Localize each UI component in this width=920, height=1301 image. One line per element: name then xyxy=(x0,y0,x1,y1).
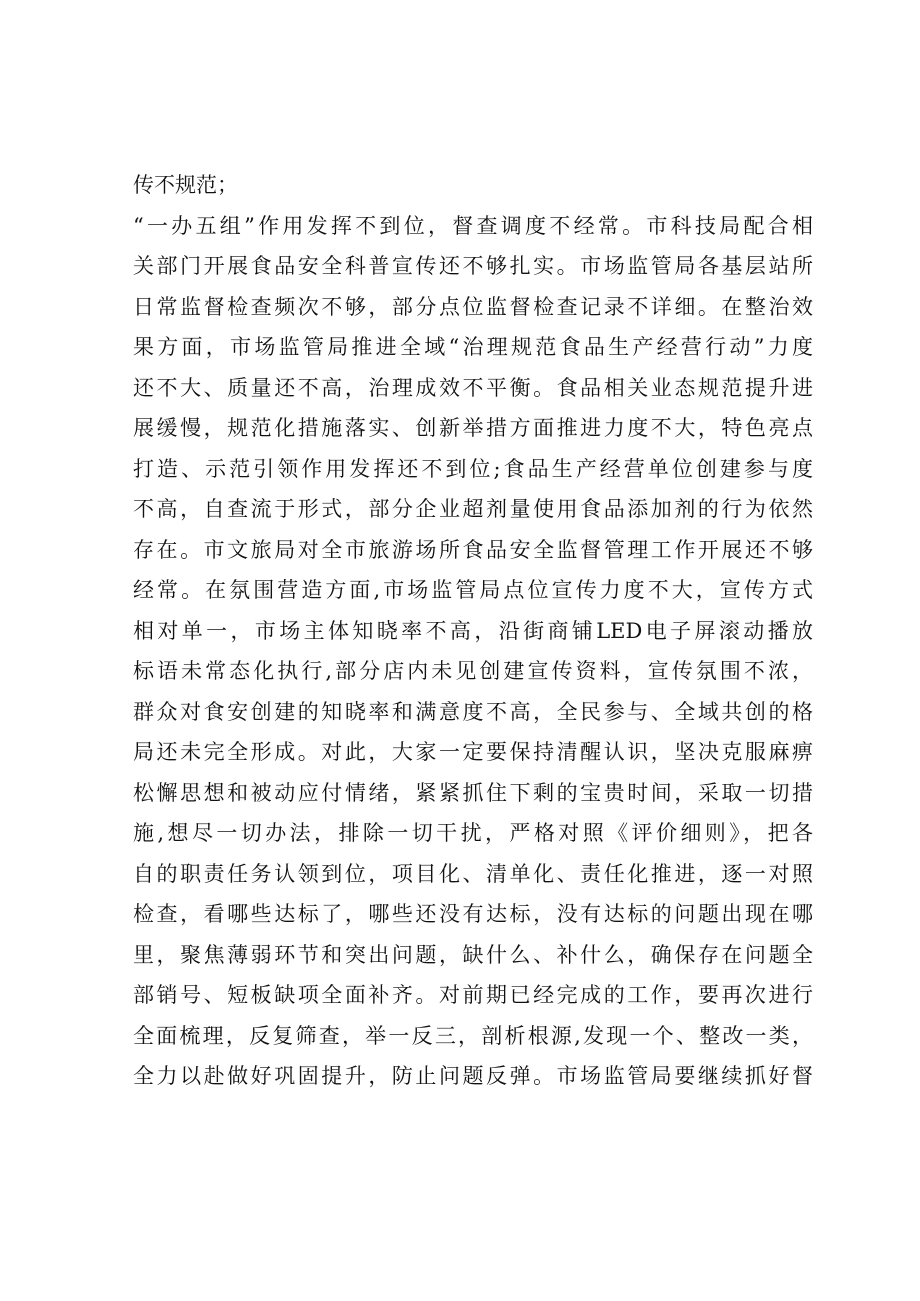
text-line-2: “一办五组”作用发挥不到位，督查调度不经常。市科技局配合相 xyxy=(133,213,813,238)
text-line-14: 群众对食安创建的知晓率和满意度不高，全民参与、全域共创的格 xyxy=(133,699,813,724)
text-line-10: 存在。市文旅局对全市旅游场所食品安全监督管理工作开展还不够 xyxy=(133,537,813,562)
text-line-18: 自的职责任务认领到位，项目化、清单化、责任化推进，逐一对照 xyxy=(133,861,813,886)
text-line-13: 标语未常态化执行,部分店内未见创建宣传资料，宣传氛围不浓， xyxy=(133,659,813,683)
text-line-15: 局还未完全形成。对此，大家一定要保持清醒认识，坚决克服麻痹 xyxy=(133,740,813,764)
text-line-23: 全力以赴做好巩固提升，防止问题反弹。市场监管局要继续抓好督 xyxy=(133,1064,813,1088)
text-line-19: 检查，看哪些达标了，哪些还没有达标，没有达标的问题出现在哪 xyxy=(133,902,813,926)
text-line-8: 打造、示范引领作用发挥还不到位;食品生产经营单位创建参与度 xyxy=(133,456,813,481)
document-body xyxy=(133,165,813,1097)
text-line-16: 松懈思想和被动应付情绪，紧紧抓住下剩的宝贵时间，采取一切措 xyxy=(133,780,813,805)
text-line-5: 果方面，市场监管局推进全域“治理规范食品生产经营行动”力度 xyxy=(133,335,813,359)
text-line-1: 传不规范； xyxy=(133,173,238,197)
text-line-4: 日常监督检查频次不够，部分点位监督检查记录不详细。在整治效 xyxy=(133,294,813,319)
text-line-20: 里，聚焦薄弱环节和突出问题，缺什么、补什么，确保存在问题全 xyxy=(133,942,813,967)
text-line-22: 全面梳理，反复筛查，举一反三，剖析根源,发现一个、整改一类， xyxy=(133,1023,813,1048)
text-line-6: 还不大、质量还不高，治理成效不平衡。食品相关业态规范提升进 xyxy=(133,375,813,400)
text-line-7: 展缓慢，规范化措施落实、创新举措方面推进力度不大，特色亮点 xyxy=(133,416,813,440)
text-line-17: 施,想尽一切办法，排除一切干扰，严格对照《评价细则》，把各 xyxy=(133,821,813,845)
text-line-21: 部销号、短板缺项全面补齐。对前期已经完成的工作，要再次进行 xyxy=(133,983,813,1007)
text-line-11: 经常。在氛围营造方面,市场监管局点位宣传力度不大，宣传方式 xyxy=(133,578,813,602)
text-line-3: 关部门开展食品安全科普宣传还不够扎实。市场监管局各基层站所 xyxy=(133,254,813,278)
text-line-9: 不高，自查流于形式，部分企业超剂量使用食品添加剂的行为依然 xyxy=(133,497,813,521)
text-line-12: 相对单一，市场主体知晓率不高，沿街商铺LED电子屏滚动播放 xyxy=(133,618,813,643)
